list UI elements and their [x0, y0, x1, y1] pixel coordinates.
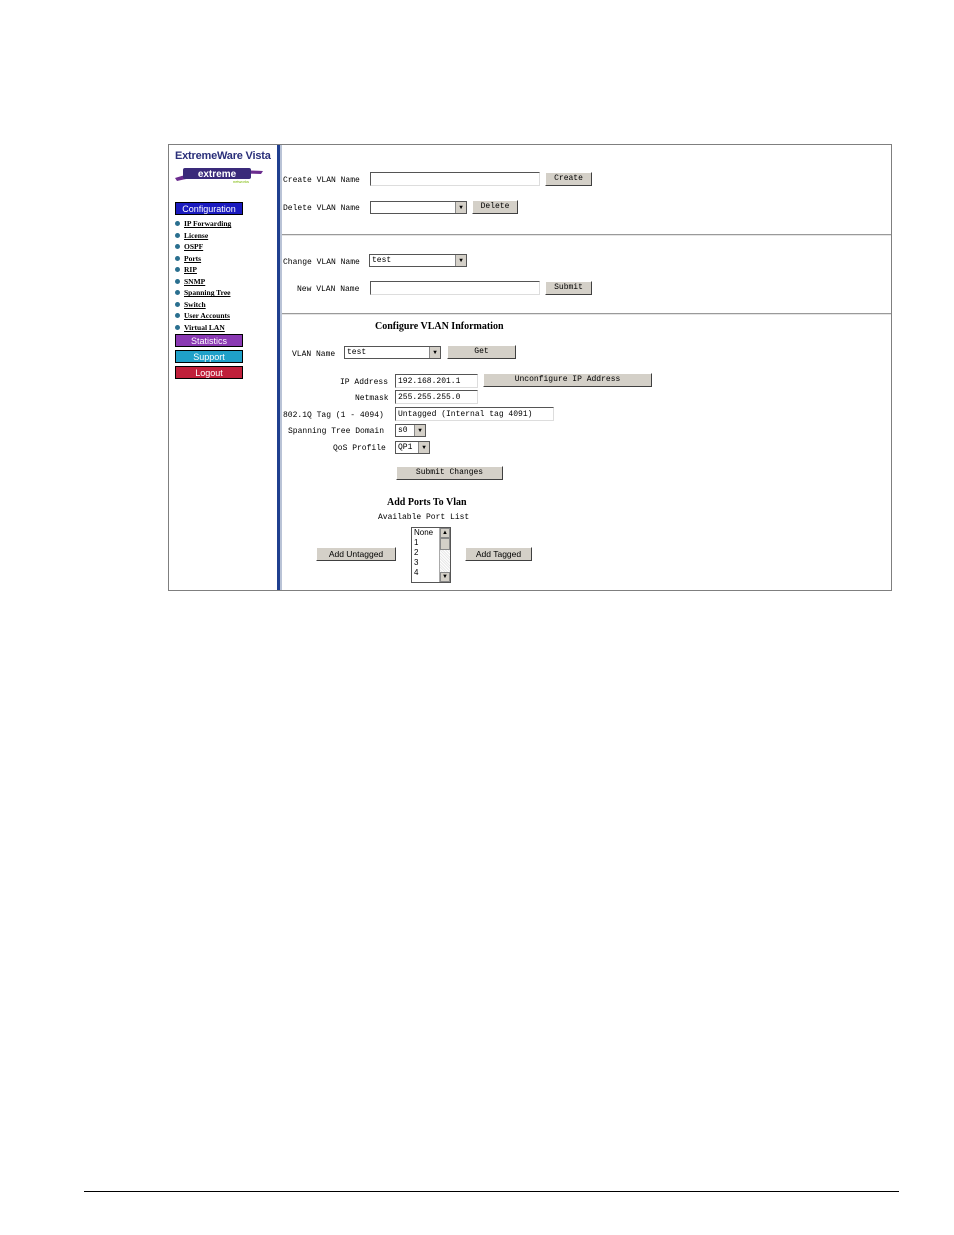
nav-link-label[interactable]: License	[184, 230, 209, 240]
main-panel	[282, 145, 891, 590]
nav-item-spanning-tree[interactable]	[175, 287, 231, 299]
available-port-list[interactable]	[411, 527, 451, 583]
chevron-down-icon[interactable]: ▼	[418, 442, 429, 453]
chevron-down-icon[interactable]: ▼	[414, 425, 425, 436]
vlan-name-label: VLAN Name	[292, 350, 336, 359]
nav-configuration-button[interactable]: Configuration	[175, 202, 243, 215]
list-item[interactable]: 4	[414, 568, 419, 577]
stp-domain-value: s0	[398, 426, 408, 435]
create-vlan-label: Create VLAN Name	[283, 176, 360, 185]
nav-link-label[interactable]: User Accounts	[184, 311, 230, 321]
nav-link-label[interactable]: SNMP	[184, 276, 206, 286]
nav-item-snmp[interactable]	[175, 276, 231, 288]
nav-item-user-accounts[interactable]	[175, 310, 231, 322]
ip-address-label: IP Address	[340, 378, 389, 387]
delete-button[interactable]: Delete	[472, 200, 518, 214]
delete-vlan-select[interactable]	[370, 201, 467, 214]
delete-vlan-label: Delete VLAN Name	[283, 204, 360, 213]
available-port-list-label: Available Port List	[378, 513, 470, 522]
vlan-tag-label: 802.1Q Tag (1 - 4094)	[283, 411, 384, 420]
nav-statistics-button[interactable]: Statistics	[175, 334, 243, 347]
scroll-up-icon[interactable]: ▲	[440, 528, 450, 538]
nav-item-ip-forwarding[interactable]	[175, 218, 231, 230]
bullet-icon	[175, 313, 180, 318]
list-item[interactable]: None	[414, 528, 434, 537]
add-untagged-button[interactable]: Add Untagged	[316, 547, 396, 561]
scroll-down-icon[interactable]: ▼	[440, 572, 450, 582]
nav-item-switch[interactable]	[175, 299, 231, 311]
qos-profile-label: QoS Profile	[333, 444, 386, 453]
create-vlan-input[interactable]	[370, 172, 540, 186]
bullet-icon	[175, 244, 180, 249]
section-divider	[282, 313, 891, 315]
qos-profile-select[interactable]	[395, 441, 430, 454]
list-item[interactable]: 1	[414, 538, 419, 547]
extreme-logo	[175, 166, 263, 184]
bullet-icon	[175, 325, 180, 330]
logo-text: extreme	[197, 169, 237, 180]
scrollbar[interactable]	[439, 528, 450, 582]
stp-domain-label: Spanning Tree Domain	[288, 427, 385, 436]
nav-link-label[interactable]: Virtual LAN	[184, 322, 225, 332]
bullet-icon	[175, 267, 180, 272]
nav-support-button[interactable]: Support	[175, 350, 243, 363]
change-vlan-select[interactable]	[369, 254, 467, 267]
chevron-down-icon[interactable]: ▼	[455, 202, 466, 213]
nav-link-label[interactable]: Switch	[184, 299, 206, 309]
change-vlan-value: test	[372, 256, 392, 265]
vlan-name-value: test	[347, 348, 367, 357]
bullet-icon	[175, 290, 180, 295]
configure-heading: Configure VLAN Information	[375, 321, 504, 332]
browser-frame	[168, 144, 892, 591]
add-tagged-button[interactable]: Add Tagged	[465, 547, 532, 561]
scroll-thumb[interactable]	[440, 538, 450, 550]
list-item[interactable]: 2	[414, 548, 419, 557]
bullet-icon	[175, 279, 180, 284]
qos-profile-value: QP1	[398, 443, 413, 452]
new-vlan-input[interactable]	[370, 281, 540, 295]
chevron-down-icon[interactable]: ▼	[455, 255, 466, 266]
nav-item-virtual-lan[interactable]	[175, 322, 231, 334]
netmask-label: Netmask	[355, 394, 389, 403]
nav-logout-button[interactable]: Logout	[175, 366, 243, 379]
bullet-icon	[175, 302, 180, 307]
bullet-icon	[175, 256, 180, 261]
list-item[interactable]: 3	[414, 558, 419, 567]
unconfigure-ip-button[interactable]: Unconfigure IP Address	[483, 373, 652, 387]
netmask-input[interactable]: 255.255.255.0	[395, 390, 478, 404]
nav-link-label[interactable]: Spanning Tree	[184, 288, 231, 298]
add-ports-heading: Add Ports To Vlan	[387, 497, 467, 508]
brand-title: ExtremeWare Vista	[175, 150, 271, 162]
create-button[interactable]: Create	[545, 172, 592, 186]
nav-item-ospf[interactable]	[175, 241, 231, 253]
logo-subtext: networks	[232, 179, 250, 184]
submit-changes-button[interactable]: Submit Changes	[396, 466, 503, 480]
new-vlan-label: New VLAN Name	[297, 285, 360, 294]
bullet-icon	[175, 233, 180, 238]
change-vlan-label: Change VLAN Name	[283, 258, 360, 267]
vlan-tag-input[interactable]: Untagged (Internal tag 4091)	[395, 407, 554, 421]
bullet-icon	[175, 221, 180, 226]
nav-item-rip[interactable]	[175, 264, 231, 276]
nav-link-label[interactable]: OSPF	[184, 242, 204, 252]
sidebar	[169, 145, 277, 590]
nav-item-ports[interactable]	[175, 253, 231, 265]
get-button[interactable]: Get	[447, 345, 516, 359]
submit-button[interactable]: Submit	[545, 281, 592, 295]
nav-link-label[interactable]: RIP	[184, 265, 197, 275]
vlan-name-select[interactable]	[344, 346, 441, 359]
ip-address-input[interactable]: 192.168.201.1	[395, 374, 478, 388]
page-footer-rule	[84, 1191, 899, 1192]
nav-link-label[interactable]: IP Forwarding	[184, 219, 232, 229]
nav-item-license[interactable]	[175, 230, 231, 242]
section-divider	[282, 234, 891, 236]
nav-link-label[interactable]: Ports	[184, 253, 202, 263]
stp-domain-select[interactable]	[395, 424, 426, 437]
chevron-down-icon[interactable]: ▼	[429, 347, 440, 358]
config-menu	[175, 218, 231, 333]
